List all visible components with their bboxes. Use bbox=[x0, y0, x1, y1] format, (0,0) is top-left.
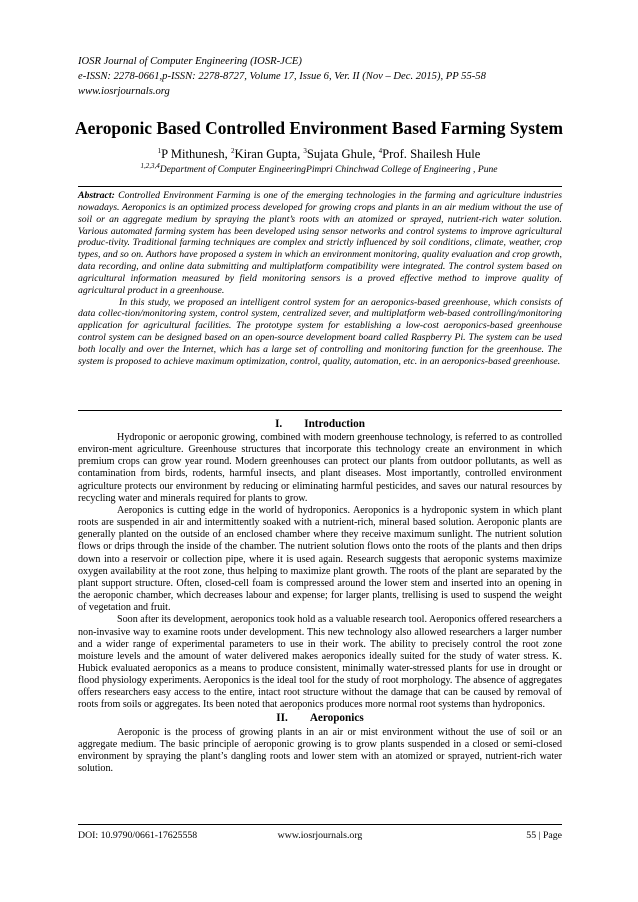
footer-rule bbox=[78, 824, 562, 825]
journal-issn: e-ISSN: 2278-0661,p-ISSN: 2278-8727, Volume 17, Issue 6, Ver. II (Nov – Dec. 2015), PP 55-58 bbox=[78, 71, 486, 82]
abstract-label: Abstract: bbox=[78, 190, 115, 201]
affiliation bbox=[40, 163, 598, 177]
section-body-aeroponics bbox=[78, 727, 562, 776]
abstract-paragraph: In this study, we proposed an intelligent control system for an aeroponics-based greenhouse, which consists of data collec-tion/monitoring system, control system, centralized sever, and multiplatform web-based controlling/monitoring application for agricultural facilities. The prototype system for establishing a low-cost aeroponics-based greenhouse control system can be designed based on an open-source development board called Raspberry Pi. The system can be used both locally and over the Internet, which has a large set of controlling and monitoring function for the greenhouse. The system is proposed to achieve maximum optimization, control, quality, automation, etc. in an aeroponics-based greenhouse. bbox=[78, 296, 562, 367]
footer-page-number: 55 | Page bbox=[526, 830, 562, 841]
body-paragraph: Aeroponic is the process of growing plants in an air or mist environment without the use of soil or an aggregate medium. The basic principle of aeroponic growing is to grow plants suspended in a closed or semi-closed environment by spraying the plant’s dangling roots and lower stem with an atomized or sprayed, nutrient-rich water solution. bbox=[78, 727, 562, 775]
section-body-introduction bbox=[78, 432, 562, 712]
affiliation-sup: 1,2,3,4 bbox=[140, 161, 160, 170]
journal-name: IOSR Journal of Computer Engineering (IOSR-JCE) bbox=[78, 56, 302, 67]
footer-doi: DOI: 10.9790/0661-17625558 bbox=[78, 830, 198, 841]
abstract-bottom-rule bbox=[78, 410, 562, 411]
journal-header bbox=[78, 54, 578, 99]
section-heading-text: Aeroponics bbox=[309, 712, 364, 724]
section-number: I. bbox=[275, 418, 283, 430]
section-heading-text: Introduction bbox=[304, 418, 365, 430]
paper-title: Aeroponic Based Controlled Environment Based Farming System bbox=[75, 118, 563, 138]
abstract-block bbox=[78, 190, 562, 368]
author-sup: 3 bbox=[303, 146, 307, 155]
abstract-top-rule bbox=[78, 186, 562, 187]
journal-site: www.iosrjournals.org bbox=[78, 86, 170, 97]
footer-site: www.iosrjournals.org bbox=[277, 830, 363, 841]
section-heading-introduction bbox=[78, 417, 562, 431]
body-paragraph: Soon after its development, aeroponics took hold as a valuable research tool. Aeroponics offered researchers a non-invasive way to examine roots under development. This new technology also allowed researchers a larger number and a wider range of experimental parameters to use in their work. The ability to precisely control the root zone moisture levels and the amount of water delivered makes aeroponics ideally suited for the study of water stress. K. Hubick evaluated aeroponics as a means to produce consistent, minimally water-stressed plants for use in drought or flood physiology experiments. Aeroponics is the ideal tool for the study of root morphology. The absence of aggregates offers researchers easy access to the entire, intact root structure without the damage that can be caused by removal of roots from soils or aggregates. Its been noted that aeroponics produces more normal root systems than hydroponics. bbox=[78, 614, 562, 711]
body-paragraph: Hydroponic or aeroponic growing, combined with modern greenhouse technology, is referred to as controlled environ-ment agriculture. Greenhouse structures that incorporate this technology create an environment in which premium crops can grow year round. Modern greenhouses can protect our plants from outdoor pollutants, as well as contamination from birds, rodents, harmful insects, and plant diseases. Most importantly, controlled environment agriculture protects our environment by reducing or eliminating harmful pesticides, and saves our natural resources by recycling water and minerals required for plants to grow. bbox=[78, 432, 562, 504]
body-paragraph: Aeroponics is cutting edge in the world of hydroponics. Aeroponics is a hydroponic system in which plant roots are suspended in air and intermittently soaked with a nutrient-rich, mineral based solution. Aeroponic plants are generally planted on the outside of an enclosed chamber where they receive maximum sunlight. The nutrient solution flows or drips through the inside of the chamber. The nutrient solution flows onto the roots of the plants and then drips down into a reservoir or collection pipe, where it is used again. Research suggests that aeroponic systems maximize oxygen availability at the root zone, thus helping to maximize plant growth. The roots of the plant are separated by the plant support structure. Often, closed-cell foam is compressed around the lower stem and inserted into an opening in the aeroponic chamber, which decreases labour and expense; for larger plants, trellising is used to suspend the weight of vegetation and fruit. bbox=[78, 504, 562, 614]
author-name: Kiran Gupta, bbox=[234, 147, 304, 161]
affiliation-text: Department of Computer EngineeringPimpri Chinchwad College of Engineering , Pune bbox=[159, 164, 498, 175]
author-sup: 1 bbox=[157, 146, 162, 155]
abstract-text: Controlled Environment Farming is one of the emerging technologies in the farming and agriculture industries nowadays. Aeroponics is an optimized process developed for growing crops and plants in an air medium without the use of soil or an aggregate medium by spraying the plant’s roots with an atomized or sprayed, nutrient-rich water solution. Various automated farming system has been developed using sensor networks and control systems to improve agricultural produc-tivity. Traditional farming techniques are complex and strictly influenced by soil conditions, climate, weather, crop types, and so on. Authors have proposed a system in which an environment monitoring, quality evaluation and crop growth, data recording, and online data submitting and multiplatform compatibility were integrated. The control system based on agricultural information measured by field monitoring sensors is a proved effective method to improve quality of agricultural product in a greenhouse. bbox=[78, 190, 562, 296]
author-name: P Mithunesh, bbox=[161, 147, 231, 161]
section-number: II. bbox=[276, 712, 288, 724]
section-heading-aeroponics bbox=[78, 711, 562, 725]
author-list bbox=[40, 146, 598, 162]
author-name: Sujata Ghule, bbox=[306, 147, 379, 161]
author-sup: 4 bbox=[378, 146, 383, 155]
abstract-paragraph bbox=[78, 190, 562, 297]
author-name: Prof. Shailesh Hule bbox=[382, 147, 481, 161]
author-sup: 2 bbox=[230, 146, 235, 155]
